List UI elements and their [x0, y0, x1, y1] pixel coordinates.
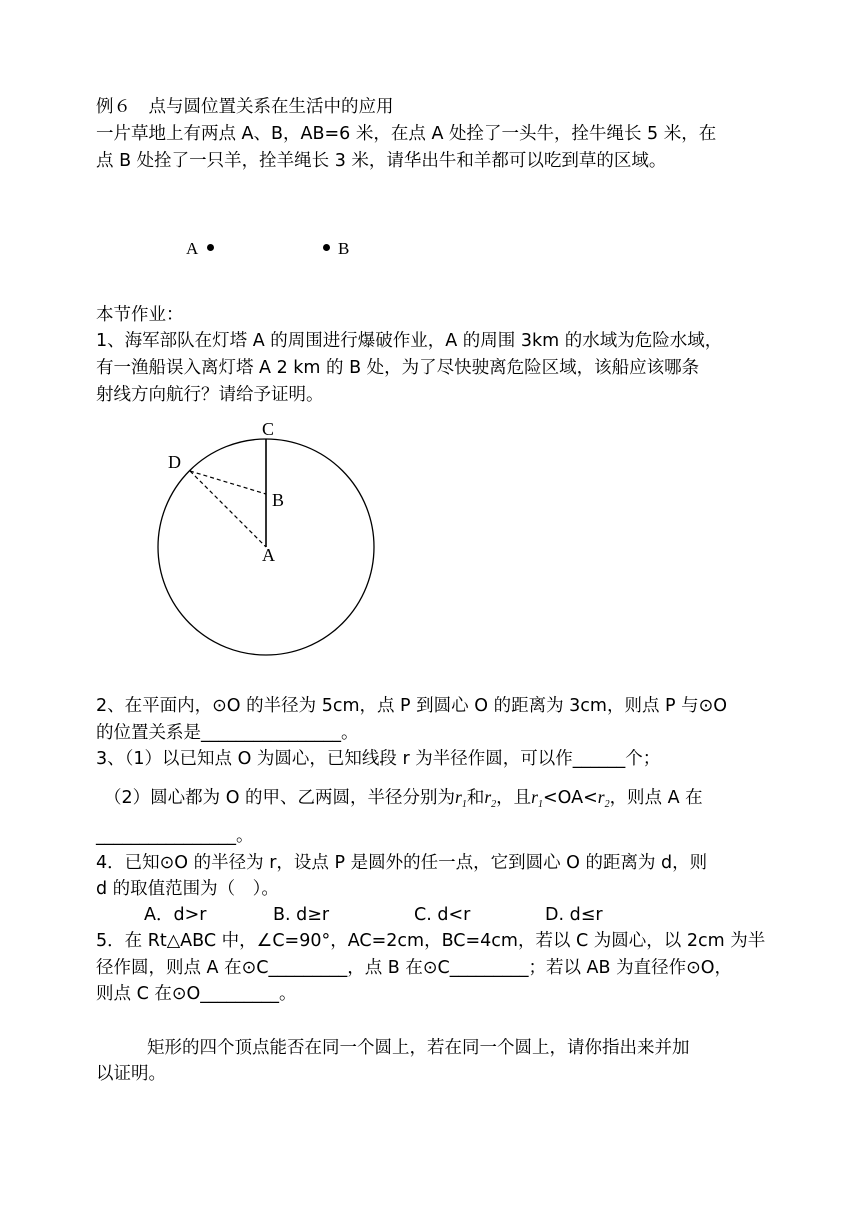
dashed-da — [190, 471, 266, 547]
q3-line-1: 3、（1）以已知点 O 为圆心，已知线段 r 为半径作圆，可以作______个； — [96, 749, 661, 769]
q2-line-2: 的位置关系是________________。 — [96, 723, 359, 743]
q4-option-c: C. d<r — [414, 905, 471, 925]
extra-line-1: 矩形的四个顶点能否在同一个圆上，若在同一个圆上，请你指出来并加 — [147, 1038, 690, 1058]
example-text-line-1: 一片草地上有两点 A、B，AB=6 米，在点 A 处拴了一头牛，拴牛绳长 5 米，在 — [96, 124, 717, 144]
point-a-label: A — [186, 239, 199, 258]
q4-line-2: d 的取值范围为（ ）。 — [96, 879, 279, 899]
q4-option-b: B. d≥r — [273, 905, 330, 925]
points-figure — [180, 236, 360, 266]
q3-line-3: ________________。 — [96, 826, 254, 846]
q5-line-1: 5．在 Rt△ABC 中，∠C=90°，AC=2cm，BC=4cm，若以 C 为圆心，以 2cm 为半 — [96, 931, 766, 951]
extra-line-2: 以证明。 — [96, 1064, 166, 1084]
label-d: D — [168, 452, 181, 472]
q2-line-1: 2、在平面内，⊙O 的半径为 5cm，点 P 到圆心 O 的距离为 3cm，则点 P 与⊙O — [96, 696, 728, 716]
q4-option-d: D. d≤r — [545, 905, 603, 925]
label-c: C — [262, 419, 275, 439]
q1-line-1: 1、海军部队在灯塔 A 的周围进行爆破作业，A 的周围 3km 的水域为危险水域， — [96, 331, 723, 351]
point-b-label: B — [338, 239, 350, 258]
point-a-dot — [207, 244, 214, 251]
q5-line-3: 则点 C 在⊙O_________。 — [96, 984, 297, 1004]
q4-option-a: A．d>r — [144, 905, 207, 925]
q5-line-2: 径作圆，则点 A 在⊙C_________，点 B 在⊙C_________；若以 AB 为直径作⊙O， — [96, 958, 733, 978]
example-title: 例６ 点与圆位置关系在生活中的应用 — [96, 97, 394, 117]
label-a: A — [262, 545, 275, 565]
example-text-line-2: 点 B 处拴了一只羊，拴羊绳长 3 米，请华出牛和羊都可以吃到草的区域。 — [96, 151, 667, 171]
point-b-dot — [323, 244, 330, 251]
homework-heading: 本节作业： — [96, 305, 184, 325]
q4-line-1: 4．已知⊙O 的半径为 r，设点 P 是圆外的任一点，它到圆心 O 的距离为 d，则 — [96, 853, 708, 873]
label-b: B — [272, 490, 285, 510]
q3-line-2: （2）圆心都为 O 的甲、乙两圆，半径分别为$r_1$和$r_2$，且$r_1<OA<r_2$，则点 A 在 — [104, 787, 703, 810]
circle-figure — [150, 418, 390, 668]
q1-line-3: 射线方向航行？请给予证明。 — [96, 385, 324, 405]
q1-line-2: 有一渔船误入离灯塔 A 2 km 的 B 处，为了尽快驶离危险区域，该船应该哪条 — [96, 358, 700, 378]
